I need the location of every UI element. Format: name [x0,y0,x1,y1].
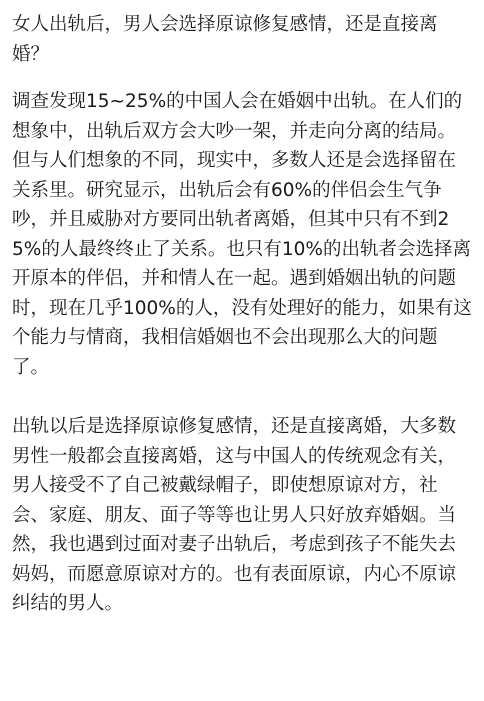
paragraph-2: 出轨以后是选择原谅修复感情，还是直接离婚，大多数男性一般都会直接离婚，这与中国人的传统观念有关，男人接受不了自己被戴绿帽子，即使想原谅对方，社会、家庭、朋友、面子等等也让男人只好放弃婚姻。当然，我也遇到过面对妻子出轨后，考虑到孩子不能失去妈妈，而愿意原谅对方的。也有表面原谅，内心不原谅纠结的男人。 [12,416,457,614]
article [12,10,474,619]
paragraph-1: 调查发现15~25%的中国人会在婚姻中出轨。在人们的想象中，出轨后双方会大吵一架，并走向分离的结局。但与人们想象的不同，现实中，多数人还是会选择留在关系里。研究显示，出轨后会有60%的伴侣会生气争吵，并且威胁对方要同出轨者离婚，但其中只有不到25%的人最终终止了关系。也只有10%的出轨者会选择离开原本的伴侣，并和情人在一起。遇到婚姻出轨的问题时，现在几乎100%的人，没有处理好的能力，如果有这个能力与情商，我相信婚姻也不会出现那么大的问题了。 [12,91,472,378]
article-title: 女人出轨后，男人会选择原谅修复感情，还是直接离婚？ [12,14,438,65]
